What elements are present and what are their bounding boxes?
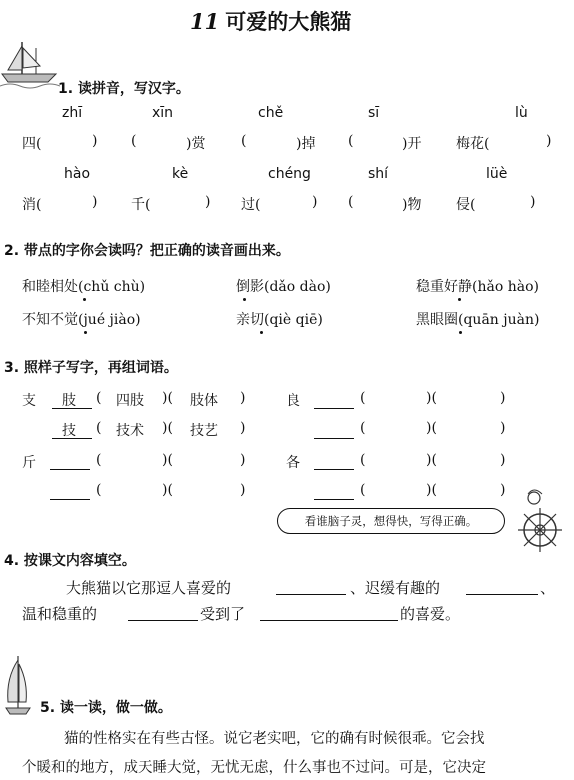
blank-text: ) (205, 194, 211, 210)
fill-text: 的喜爱。 (400, 605, 461, 623)
sail-illustration (2, 654, 32, 720)
pinyin: shí (368, 166, 389, 182)
reading-item: 倒影(dǎo dào) (236, 279, 331, 295)
pinyin: kè (172, 166, 189, 182)
base-char: 良 (286, 393, 300, 409)
writing-line (314, 408, 354, 409)
paren: ( (96, 390, 102, 406)
reading-item: 不知不觉(jué jiào) (22, 312, 141, 328)
blank-text: ( (131, 133, 137, 149)
writing-line (50, 499, 90, 500)
writing-line (52, 408, 92, 409)
speech-bubble: 看谁脑子灵，想得快，写得正确。 (277, 508, 505, 534)
fill-text: 受到了 (200, 605, 246, 623)
blank-text: ) (546, 133, 552, 149)
paren: )( (426, 482, 437, 498)
paren: ( (96, 420, 102, 436)
sailboat-illustration (0, 40, 60, 90)
blank-text: )赏 (186, 136, 206, 152)
pinyin: xīn (152, 105, 174, 121)
blank-text: ) (530, 194, 536, 210)
paren: ( (96, 482, 102, 498)
answer-line (276, 594, 346, 595)
emphasis-dot (260, 331, 263, 334)
reading-paragraph: 猫的性格实在有些古怪。说它老实吧，它的确有时候很乖。它会找 (64, 731, 485, 747)
blank-text: ( (241, 133, 247, 149)
section4-heading: 4. 按课文内容填空。 (4, 553, 136, 569)
paren: )( (426, 420, 437, 436)
example-word: 技术 (116, 423, 144, 439)
paren: ( (360, 452, 366, 468)
blank-text: ) (92, 133, 98, 149)
answer-line (128, 620, 198, 621)
reading-paragraph: 个暖和的地方，成天睡大觉，无忧无虑，什么事也不过问。可是，它决定 (22, 760, 486, 776)
blank-text: 千( (131, 197, 151, 213)
fill-text: 、 (540, 579, 556, 597)
paren: ) (500, 482, 506, 498)
paren: ( (96, 452, 102, 468)
paren: ) (240, 390, 246, 406)
blank-text: ) (92, 194, 98, 210)
blank-text: 侵( (456, 197, 476, 213)
pinyin: lüè (486, 166, 508, 182)
emphasis-dot (83, 298, 86, 301)
blank-text: 四( (22, 136, 42, 152)
paren: ( (360, 420, 366, 436)
emphasis-dot (458, 298, 461, 301)
writing-line (314, 499, 354, 500)
paren: ) (240, 452, 246, 468)
example-word: 四肢 (116, 393, 144, 409)
answer-line (260, 620, 398, 621)
reading-item: 和睦相处(chǔ chù) (22, 279, 146, 295)
paren: )( (426, 452, 437, 468)
section2-heading: 2. 带点的字你会读吗？把正确的读音画出来。 (4, 243, 290, 259)
writing-line (52, 438, 92, 439)
reading-item: 亲切(qiè qiē) (236, 312, 323, 328)
blank-text: 梅花( (456, 136, 490, 152)
section1-heading: 1. 读拼音，写汉字。 (58, 81, 190, 97)
pinyin: chéng (268, 166, 311, 182)
paren: )( (162, 452, 173, 468)
paren: ( (360, 482, 366, 498)
paren: )( (162, 390, 173, 406)
example-word: 肢体 (190, 393, 218, 409)
paren: )( (162, 482, 173, 498)
paren: ( (360, 390, 366, 406)
example-word: 技艺 (190, 423, 218, 439)
blank-text: ( (348, 133, 354, 149)
fill-text: 、迟缓有趣的 (350, 579, 441, 597)
section5-heading: 5. 读一读，做一做。 (40, 700, 172, 716)
base-char: 斤 (22, 455, 36, 471)
blank-text: ( (348, 194, 354, 210)
paren: )( (426, 390, 437, 406)
paren: ) (240, 482, 246, 498)
blank-text: ) (312, 194, 318, 210)
reading-item: 黑眼圈(quān juàn) (416, 312, 540, 328)
paren: ) (500, 390, 506, 406)
emphasis-dot (243, 298, 246, 301)
pinyin: zhī (62, 105, 83, 121)
example-char: 技 (62, 423, 76, 439)
paren: ) (240, 420, 246, 436)
page-title (190, 6, 351, 36)
example-char: 肢 (62, 393, 76, 409)
paren: ) (500, 452, 506, 468)
fill-text: 温和稳重的 (22, 605, 98, 623)
writing-line (314, 438, 354, 439)
writing-line (50, 469, 90, 470)
ship-wheel-illustration (508, 488, 568, 552)
answer-line (466, 594, 538, 595)
emphasis-dot (459, 331, 462, 334)
fill-text: 大熊猫以它那逗人喜爱的 (66, 579, 232, 597)
paren: )( (162, 420, 173, 436)
blank-text: )物 (402, 197, 422, 213)
example-char: 支 (22, 393, 36, 409)
writing-line (314, 469, 354, 470)
pinyin: chě (258, 105, 284, 121)
reading-item: 稳重好静(hǎo hào) (416, 279, 539, 295)
pinyin: lù (515, 105, 528, 121)
section3-heading: 3. 照样子写字，再组词语。 (4, 360, 178, 376)
emphasis-dot (84, 331, 87, 334)
blank-text: )掉 (296, 136, 316, 152)
blank-text: 消( (22, 197, 42, 213)
blank-text: )开 (402, 136, 422, 152)
lesson-number: 11 (190, 9, 220, 34)
lesson-title: 可爱的大熊猫 (225, 9, 352, 34)
pinyin: hào (64, 166, 91, 182)
paren: ) (500, 420, 506, 436)
pinyin: sī (368, 105, 380, 121)
base-char: 各 (286, 455, 300, 471)
blank-text: 过( (241, 197, 261, 213)
